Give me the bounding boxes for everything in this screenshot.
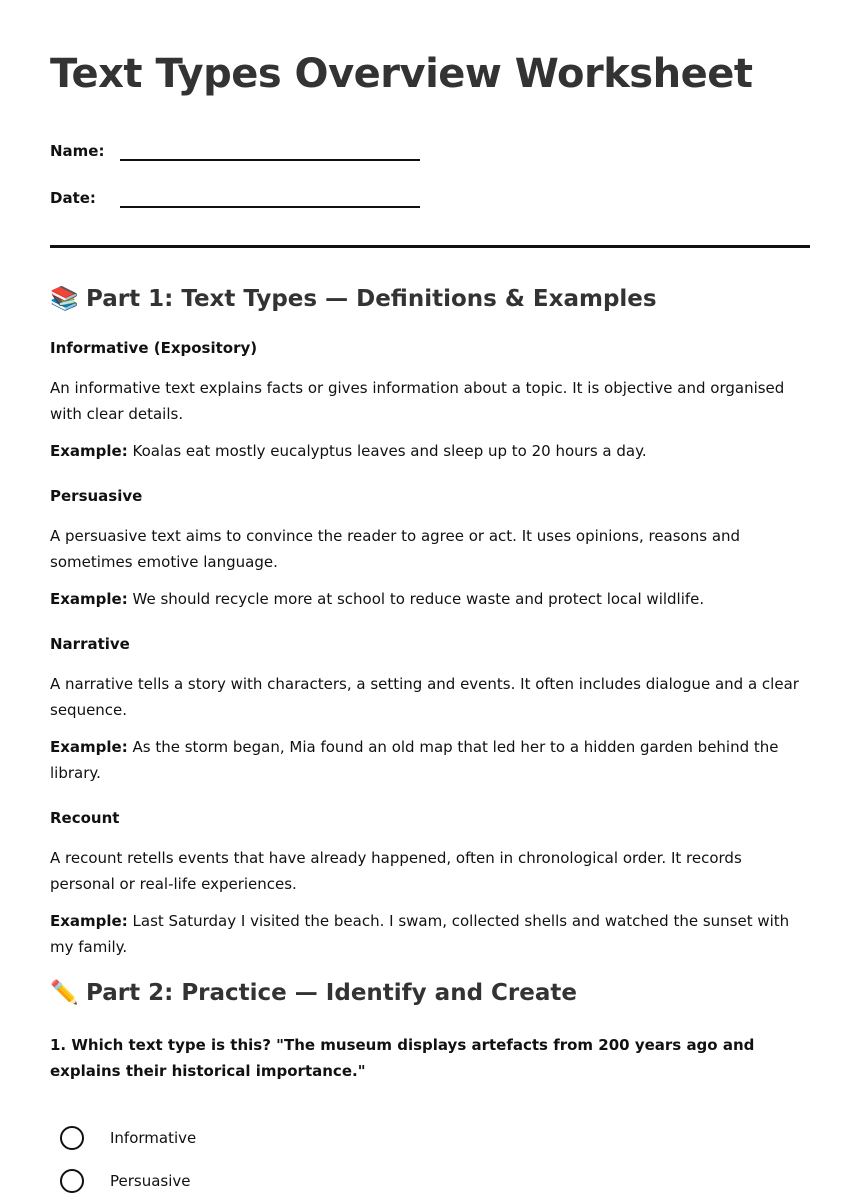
text-type-persuasive (50, 486, 810, 612)
example-label: Example: (50, 442, 128, 460)
date-field-row (50, 161, 810, 208)
text-type-recount (50, 808, 810, 960)
type-description: A recount retells events that have already happened, often in chronological order. It records personal or real-life experiences. (50, 849, 742, 893)
option-informative[interactable] (50, 1116, 810, 1159)
type-name: Recount (50, 809, 120, 827)
pencil-icon: ✏️ (50, 980, 79, 1006)
part2-title: Part 2: Practice — Identify and Create (86, 980, 577, 1006)
option-persuasive[interactable] (50, 1159, 810, 1202)
type-example (50, 586, 810, 612)
type-name: Persuasive (50, 487, 143, 505)
option-label: Persuasive (110, 1171, 191, 1190)
example-label: Example: (50, 590, 128, 608)
section-divider (50, 245, 810, 248)
part1-heading (50, 284, 810, 314)
question-1: 1. Which text type is this? "The museum displays artefacts from 200 years ago and explains their historical importance." (50, 1036, 755, 1080)
answer-options (50, 1116, 810, 1202)
books-icon: 📚 (50, 286, 79, 312)
text-type-narrative (50, 634, 810, 786)
example-label: Example: (50, 738, 128, 756)
example-text: Koalas eat mostly eucalyptus leaves and sleep up to 20 hours a day. (132, 442, 647, 460)
page-title: Text Types Overview Worksheet (50, 51, 753, 97)
example-label: Example: (50, 912, 128, 930)
type-name: Informative (Expository) (50, 339, 258, 357)
type-description: A narrative tells a story with characters, a setting and events. It often includes dialogue and a clear sequence. (50, 675, 799, 719)
part2-heading (50, 978, 810, 1008)
radio-button[interactable] (60, 1126, 84, 1150)
name-label: Name: (50, 142, 105, 160)
text-type-informative (50, 338, 810, 464)
type-example (50, 908, 810, 960)
example-text: We should recycle more at school to reduce waste and protect local wildlife. (132, 590, 705, 608)
radio-button[interactable] (60, 1169, 84, 1193)
type-example (50, 734, 810, 786)
name-input-line[interactable] (120, 143, 420, 161)
type-example (50, 438, 810, 464)
type-description: A persuasive text aims to convince the reader to agree or act. It uses opinions, reasons and sometimes emotive language. (50, 527, 741, 571)
part1-title: Part 1: Text Types — Definitions & Examples (86, 286, 657, 312)
type-name: Narrative (50, 635, 130, 653)
date-label: Date: (50, 189, 96, 207)
date-input-line[interactable] (120, 190, 420, 208)
name-field-row (50, 114, 810, 161)
example-text: As the storm began, Mia found an old map that led her to a hidden garden behind the library. (50, 738, 779, 782)
type-description: An informative text explains facts or gives information about a topic. It is objective and organised with clear details. (50, 379, 785, 423)
option-label: Informative (110, 1128, 197, 1147)
example-text: Last Saturday I visited the beach. I swam, collected shells and watched the sunset with my family. (50, 912, 790, 956)
